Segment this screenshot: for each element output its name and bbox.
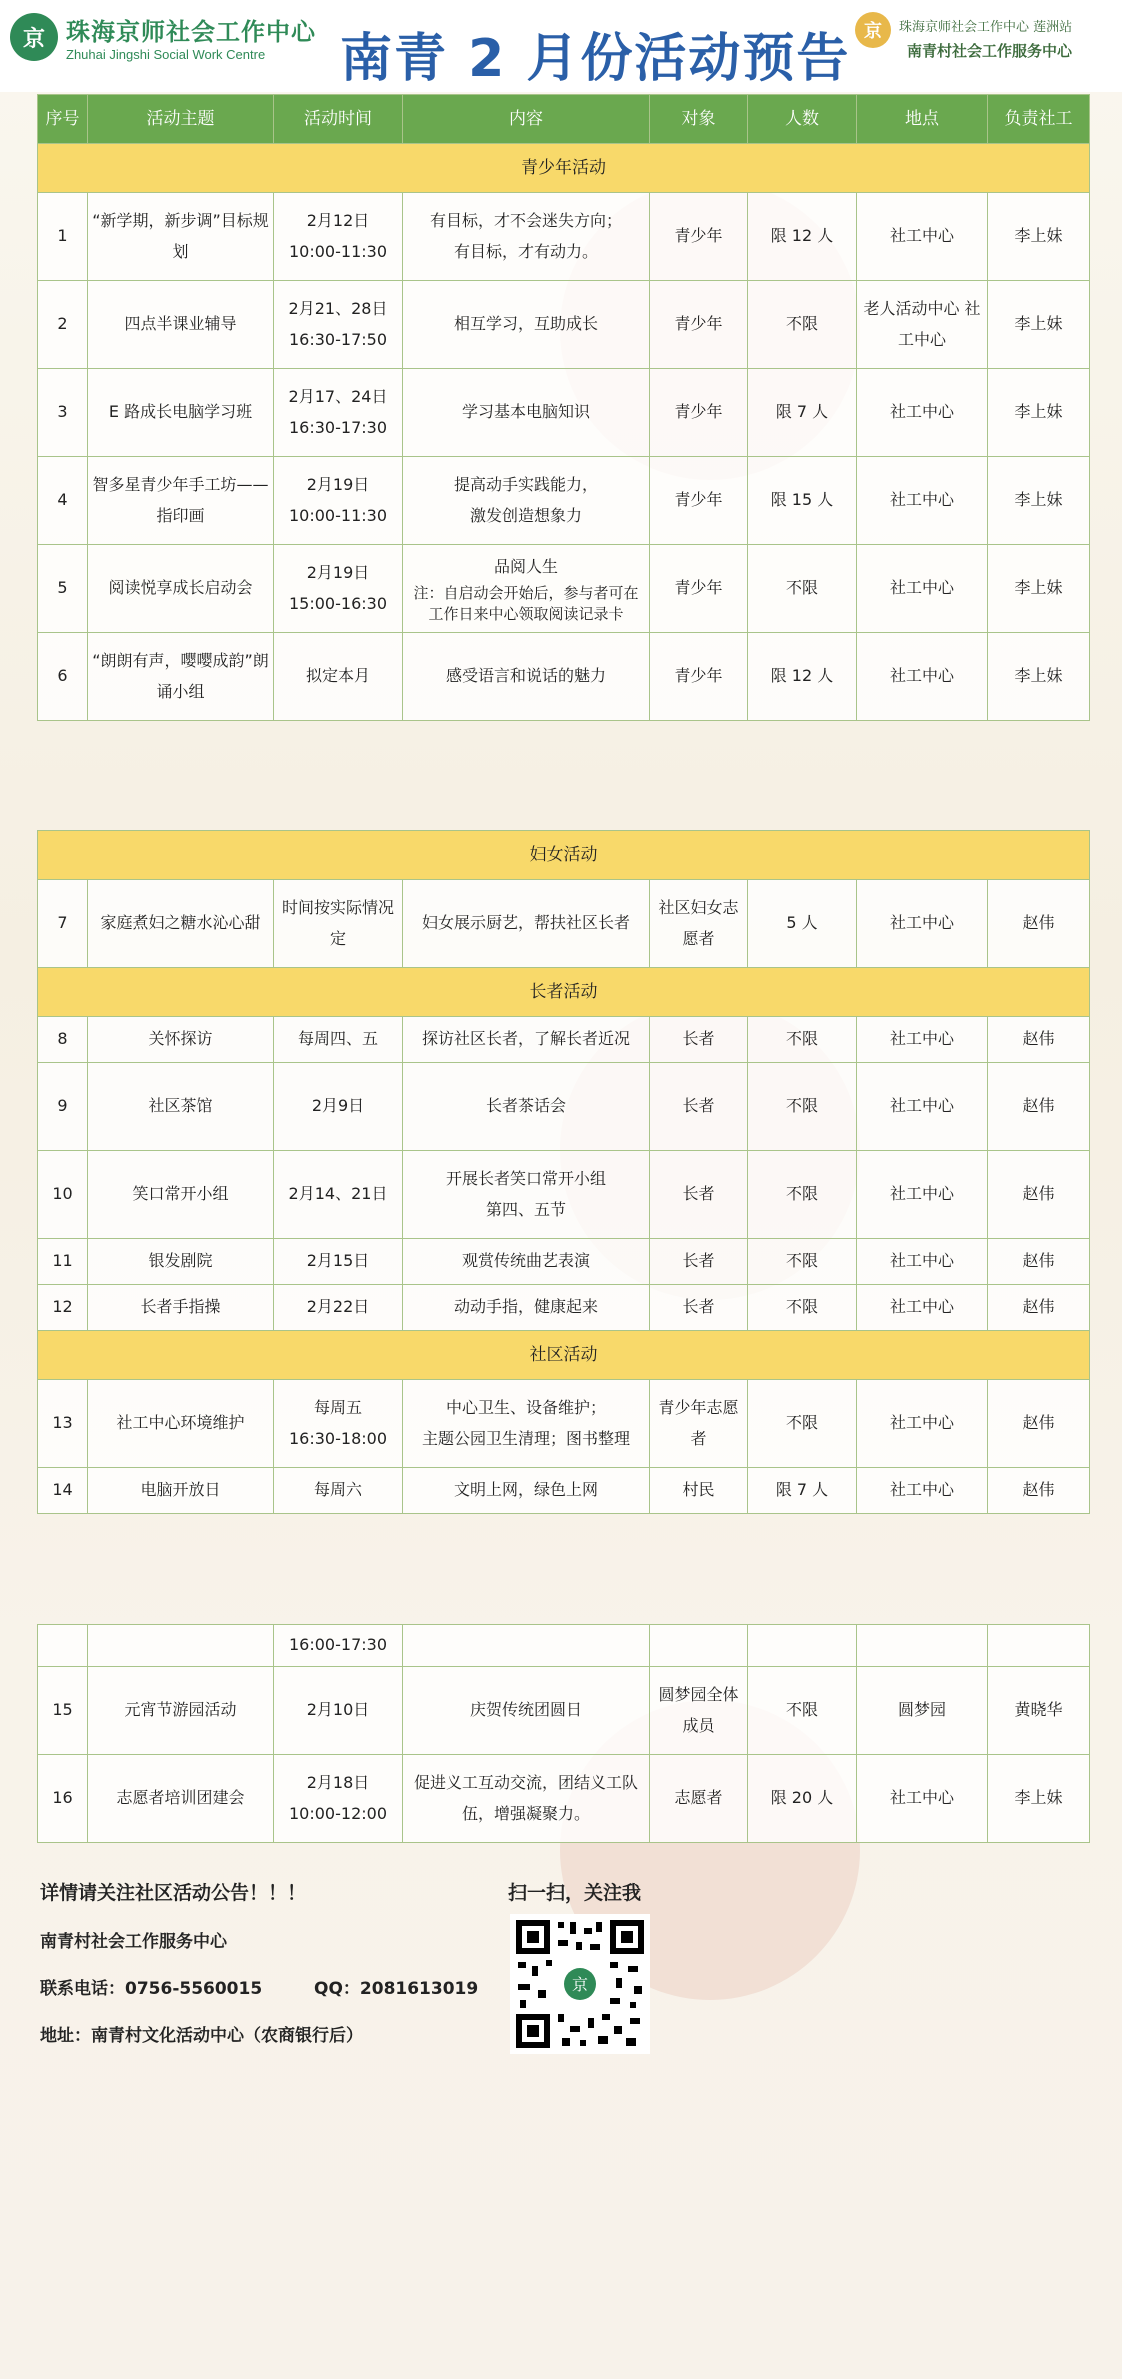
table-row <box>38 1151 1090 1239</box>
cell-staff: 李上妹 <box>988 633 1090 721</box>
cell-count: 限 7 人 <box>748 369 857 457</box>
footer-phone-line <box>40 1974 478 1999</box>
cell-no: 8 <box>38 1017 88 1063</box>
cell-content: 庆贺传统团圆日 <box>403 1667 650 1755</box>
page-title: 南青 2 月份活动预告 <box>340 29 851 89</box>
time-line: 16:30-17:30 <box>289 417 387 437</box>
cell-place: 老人活动中心 社工中心 <box>857 281 988 369</box>
section-row <box>38 1331 1090 1380</box>
activity-table-other <box>37 1624 1090 1843</box>
cell-count: 不限 <box>748 1017 857 1063</box>
table-row <box>38 1063 1090 1151</box>
cell-theme: 智多星青少年手工坊——指印画 <box>88 457 274 545</box>
time-line: 2月21、28日 <box>288 299 388 319</box>
table-row <box>38 369 1090 457</box>
time-line: 2月17、24日 <box>288 387 388 407</box>
time-line: 2月19日 <box>306 563 370 583</box>
cell-place <box>857 1625 988 1667</box>
cell-time: 2月14、21日 <box>274 1151 403 1239</box>
cell-staff <box>988 1625 1090 1667</box>
content-note: 注：自启动会开始后，参与者可在工作日来中心领取阅读记录卡 <box>413 583 639 623</box>
col-header: 负责社工 <box>988 95 1090 144</box>
time-line: 每周五 <box>313 1398 362 1418</box>
content-line: 开展长者笑口常开小组 <box>445 1169 606 1189</box>
cell-content: 观赏传统曲艺表演 <box>403 1239 650 1285</box>
cell-theme <box>88 1625 274 1667</box>
cell-place: 社工中心 <box>857 545 988 633</box>
cell-staff: 赵伟 <box>988 880 1090 968</box>
cell-theme: 长者手指操 <box>88 1285 274 1331</box>
content-line: 有目标，才不会迷失方向； <box>429 211 622 231</box>
col-header: 对象 <box>650 95 748 144</box>
cell-no: 13 <box>38 1380 88 1468</box>
cell-time <box>274 457 403 545</box>
section-title: 长者活动 <box>38 968 1090 1017</box>
cell-time: 每周四、五 <box>274 1017 403 1063</box>
cell-time: 时间按实际情况定 <box>274 880 403 968</box>
cell-theme: 元宵节游园活动 <box>88 1667 274 1755</box>
cell-staff: 李上妹 <box>988 457 1090 545</box>
cell-place: 社工中心 <box>857 1380 988 1468</box>
cell-theme: 关怀探访 <box>88 1017 274 1063</box>
cell-staff: 赵伟 <box>988 1017 1090 1063</box>
cell-content: 相互学习，互助成长 <box>403 281 650 369</box>
col-header: 人数 <box>748 95 857 144</box>
cell-content: 妇女展示厨艺，帮扶社区长者 <box>403 880 650 968</box>
section-row <box>38 968 1090 1017</box>
cell-target: 青少年 <box>650 193 748 281</box>
header <box>0 0 1122 92</box>
cell-staff: 赵伟 <box>988 1151 1090 1239</box>
logo-cn-text: 珠海京师社会工作中心 <box>66 17 316 46</box>
table-row <box>38 1380 1090 1468</box>
cell-count: 限 12 人 <box>748 193 857 281</box>
qr-code-icon <box>510 1914 650 2054</box>
org-logo-left <box>10 12 316 62</box>
cell-no: 12 <box>38 1285 88 1331</box>
cell-place: 圆梦园 <box>857 1667 988 1755</box>
cell-theme: 家庭煮妇之糖水沁心甜 <box>88 880 274 968</box>
cell-staff: 黄晓华 <box>988 1667 1090 1755</box>
cell-time <box>274 1755 403 1843</box>
time-line: 10:00-11:30 <box>289 505 387 525</box>
cell-count: 不限 <box>748 1380 857 1468</box>
table-row <box>38 281 1090 369</box>
col-header: 活动主题 <box>88 95 274 144</box>
cell-target: 长者 <box>650 1063 748 1151</box>
cell-time <box>274 369 403 457</box>
table-row <box>38 1017 1090 1063</box>
cell-time <box>274 545 403 633</box>
cell-no: 1 <box>38 193 88 281</box>
cell-time: 16:00-17:30 <box>274 1625 403 1667</box>
svg-text:京: 京 <box>571 1975 589 1994</box>
cell-place: 社工中心 <box>857 1755 988 1843</box>
cell-staff: 赵伟 <box>988 1285 1090 1331</box>
cell-time: 拟定本月 <box>274 633 403 721</box>
cell-target: 青少年 <box>650 281 748 369</box>
org-logo-right <box>855 6 1115 76</box>
cell-content: 长者茶话会 <box>403 1063 650 1151</box>
table-row <box>38 545 1090 633</box>
cell-staff: 李上妹 <box>988 281 1090 369</box>
cell-no: 16 <box>38 1755 88 1843</box>
activity-table-youth <box>37 94 1090 721</box>
cell-time: 2月9日 <box>274 1063 403 1151</box>
cell-staff: 赵伟 <box>988 1468 1090 1514</box>
time-line: 2月18日 <box>306 1773 370 1793</box>
cell-count <box>748 1625 857 1667</box>
cell-content: 学习基本电脑知识 <box>403 369 650 457</box>
cell-no: 10 <box>38 1151 88 1239</box>
cell-count: 不限 <box>748 1151 857 1239</box>
cell-content <box>403 1625 650 1667</box>
cell-target: 村民 <box>650 1468 748 1514</box>
cell-target: 青少年 <box>650 369 748 457</box>
content-line: 激发创造想象力 <box>469 505 582 525</box>
activity-table-community <box>37 830 1090 1514</box>
col-header: 序号 <box>38 95 88 144</box>
time-line: 16:30-18:00 <box>289 1428 387 1448</box>
cell-count: 不限 <box>748 1063 857 1151</box>
cell-theme: 笑口常开小组 <box>88 1151 274 1239</box>
cell-theme: 阅读悦享成长启动会 <box>88 545 274 633</box>
time-line: 15:00-16:30 <box>289 593 387 613</box>
time-line: 2月19日 <box>306 475 370 495</box>
section-row <box>38 144 1090 193</box>
cell-target: 志愿者 <box>650 1755 748 1843</box>
logo-right-icon: 京 <box>855 12 891 48</box>
content-line: 品阅人生 <box>493 557 558 577</box>
cell-place: 社工中心 <box>857 457 988 545</box>
cell-count: 不限 <box>748 1239 857 1285</box>
cell-place: 社工中心 <box>857 369 988 457</box>
footer-address: 地址：南青村文化活动中心（农商银行后） <box>40 2026 363 2046</box>
footer-qq: QQ：2081613019 <box>314 1979 479 1999</box>
table-header-row <box>38 95 1090 144</box>
cell-content <box>403 193 650 281</box>
cell-target: 长者 <box>650 1151 748 1239</box>
cell-place: 社工中心 <box>857 633 988 721</box>
cell-count: 不限 <box>748 1285 857 1331</box>
cell-count: 限 7 人 <box>748 1468 857 1514</box>
cell-count: 限 12 人 <box>748 633 857 721</box>
cell-time <box>274 193 403 281</box>
cell-no: 7 <box>38 880 88 968</box>
cell-time: 2月22日 <box>274 1285 403 1331</box>
time-line: 10:00-12:00 <box>289 1803 387 1823</box>
footer-phone: 联系电话：0756-5560015 <box>40 1979 263 1999</box>
cell-time <box>274 281 403 369</box>
table-row <box>38 193 1090 281</box>
col-header: 地点 <box>857 95 988 144</box>
cell-no <box>38 1625 88 1667</box>
cell-staff: 李上妹 <box>988 369 1090 457</box>
section-row <box>38 831 1090 880</box>
cell-theme: 社区茶馆 <box>88 1063 274 1151</box>
cell-count: 限 15 人 <box>748 457 857 545</box>
cell-no: 2 <box>38 281 88 369</box>
table-row <box>38 1625 1090 1667</box>
footer-notice: 详情请关注社区活动公告！！！ <box>40 1882 307 1904</box>
cell-no: 6 <box>38 633 88 721</box>
cell-no: 14 <box>38 1468 88 1514</box>
cell-theme: “朗朗有声，嘤嘤成韵”朗诵小组 <box>88 633 274 721</box>
table-row <box>38 1755 1090 1843</box>
logo-en-text: Zhuhai Jingshi Social Work Centre <box>66 47 266 62</box>
cell-place: 社工中心 <box>857 1151 988 1239</box>
cell-content: 探访社区长者，了解长者近况 <box>403 1017 650 1063</box>
cell-count: 不限 <box>748 1667 857 1755</box>
section-title: 社区活动 <box>38 1331 1090 1380</box>
cell-theme: 志愿者培训团建会 <box>88 1755 274 1843</box>
cell-no: 3 <box>38 369 88 457</box>
qr-code-image <box>510 1914 650 2054</box>
table-row <box>38 1667 1090 1755</box>
cell-staff: 赵伟 <box>988 1063 1090 1151</box>
cell-content <box>403 1151 650 1239</box>
time-line: 10:00-11:30 <box>289 241 387 261</box>
cell-time: 每周六 <box>274 1468 403 1514</box>
cell-theme: “新学期，新步调”目标规划 <box>88 193 274 281</box>
cell-place: 社工中心 <box>857 193 988 281</box>
footer-org: 南青村社会工作服务中心 <box>40 1932 227 1952</box>
cell-content: 促进义工互动交流，团结义工队伍，增强凝聚力。 <box>403 1755 650 1843</box>
cell-target: 长者 <box>650 1239 748 1285</box>
cell-count: 限 20 人 <box>748 1755 857 1843</box>
col-header: 内容 <box>403 95 650 144</box>
cell-count: 不限 <box>748 545 857 633</box>
cell-no: 9 <box>38 1063 88 1151</box>
cell-no: 15 <box>38 1667 88 1755</box>
cell-staff: 李上妹 <box>988 545 1090 633</box>
cell-place: 社工中心 <box>857 1017 988 1063</box>
footer-contact <box>40 1878 478 2046</box>
cell-staff: 李上妹 <box>988 193 1090 281</box>
cell-staff: 李上妹 <box>988 1755 1090 1843</box>
cell-content: 文明上网，绿色上网 <box>403 1468 650 1514</box>
table-row <box>38 1468 1090 1514</box>
cell-place: 社工中心 <box>857 1239 988 1285</box>
table-row <box>38 1285 1090 1331</box>
cell-no: 4 <box>38 457 88 545</box>
section-title: 青少年活动 <box>38 144 1090 193</box>
table-row <box>38 633 1090 721</box>
cell-theme: 社工中心环境维护 <box>88 1380 274 1468</box>
content-line: 中心卫生、设备维护； <box>445 1398 606 1418</box>
cell-time: 2月10日 <box>274 1667 403 1755</box>
content-line: 提高动手实践能力， <box>453 475 598 495</box>
cell-count: 不限 <box>748 281 857 369</box>
table-row <box>38 1239 1090 1285</box>
cell-target: 长者 <box>650 1285 748 1331</box>
cell-theme: 四点半课业辅导 <box>88 281 274 369</box>
cell-theme: E 路成长电脑学习班 <box>88 369 274 457</box>
cell-time <box>274 1380 403 1468</box>
cell-target: 青少年 <box>650 457 748 545</box>
cell-target: 社区妇女志愿者 <box>650 880 748 968</box>
table-row <box>38 880 1090 968</box>
cell-theme: 银发剧院 <box>88 1239 274 1285</box>
logo-right-line2: 南青村社会工作服务中心 <box>907 42 1073 60</box>
cell-place: 社工中心 <box>857 880 988 968</box>
cell-content <box>403 545 650 633</box>
cell-target: 圆梦园全体成员 <box>650 1667 748 1755</box>
cell-target: 青少年 <box>650 633 748 721</box>
cell-place: 社工中心 <box>857 1468 988 1514</box>
cell-staff: 赵伟 <box>988 1380 1090 1468</box>
cell-target <box>650 1625 748 1667</box>
logo-icon: 京 <box>10 13 58 61</box>
time-line: 16:30-17:50 <box>289 329 387 349</box>
col-header: 活动时间 <box>274 95 403 144</box>
cell-count: 5 人 <box>748 880 857 968</box>
cell-no: 5 <box>38 545 88 633</box>
cell-target: 长者 <box>650 1017 748 1063</box>
cell-content: 动动手指，健康起来 <box>403 1285 650 1331</box>
time-line: 2月12日 <box>306 211 370 231</box>
cell-theme: 电脑开放日 <box>88 1468 274 1514</box>
cell-content <box>403 457 650 545</box>
cell-place: 社工中心 <box>857 1063 988 1151</box>
section-title: 妇女活动 <box>38 831 1090 880</box>
cell-target: 青少年志愿者 <box>650 1380 748 1468</box>
scan-label: 扫一扫，关注我 <box>508 1882 642 1904</box>
cell-place: 社工中心 <box>857 1285 988 1331</box>
content-line: 主题公园卫生清理；图书整理 <box>421 1428 630 1448</box>
logo-right-line1: 珠海京师社会工作中心 莲洲站 <box>899 20 1073 35</box>
content-line: 有目标，才有动力。 <box>453 241 598 261</box>
cell-staff: 赵伟 <box>988 1239 1090 1285</box>
cell-content <box>403 1380 650 1468</box>
cell-no: 11 <box>38 1239 88 1285</box>
cell-content: 感受语言和说话的魅力 <box>403 633 650 721</box>
table-row <box>38 457 1090 545</box>
content-line: 第四、五节 <box>485 1199 566 1219</box>
cell-target: 青少年 <box>650 545 748 633</box>
cell-time: 2月15日 <box>274 1239 403 1285</box>
